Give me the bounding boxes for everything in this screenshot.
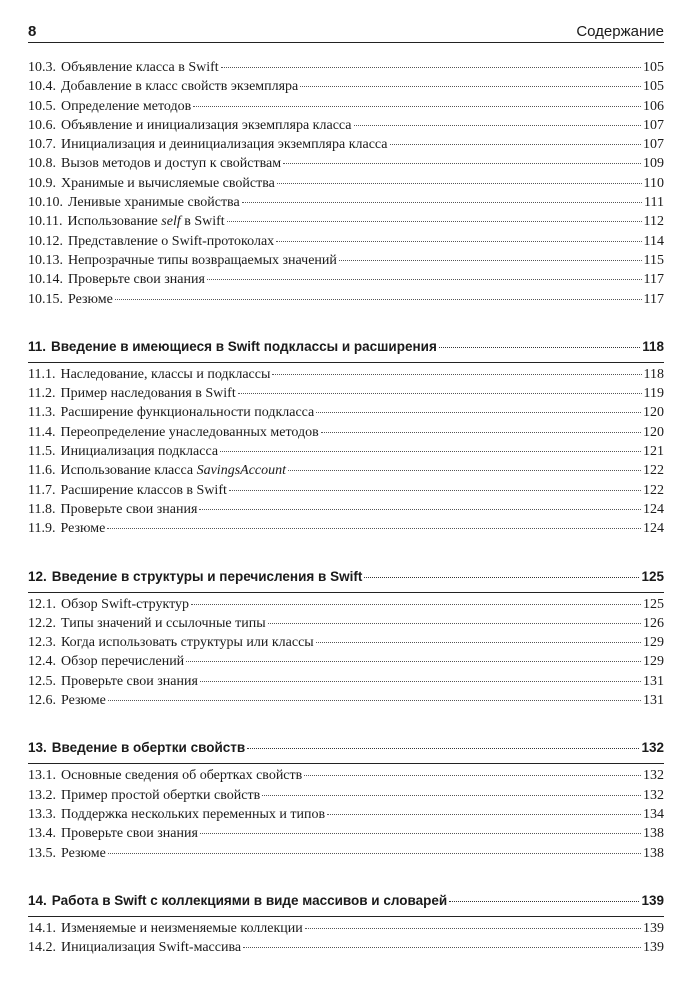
- dot-leader: [199, 509, 641, 510]
- section-number: 13.1.: [28, 768, 56, 784]
- dot-leader: [242, 202, 642, 203]
- dot-leader: [200, 833, 641, 834]
- section-title: Проверьте свои знания: [60, 501, 198, 517]
- chapter-spacer: [28, 863, 664, 891]
- running-header: [28, 18, 664, 40]
- section-number: 13.3.: [28, 806, 56, 822]
- dot-leader: [283, 163, 641, 164]
- dot-leader: [276, 241, 641, 242]
- dot-leader: [108, 853, 641, 854]
- page-ref: 112: [643, 214, 664, 230]
- running-title: Содержание: [576, 23, 664, 40]
- section-title: Типы значений и ссылочные типы: [61, 615, 266, 631]
- section-title: Проверьте свои знания: [61, 826, 198, 842]
- toc-entry: [28, 251, 664, 270]
- chapter-spacer: [28, 309, 664, 337]
- dot-leader: [200, 681, 641, 682]
- toc-entry: [28, 442, 664, 461]
- dot-leader: [390, 144, 641, 145]
- section-title: Изменяемые и неизменяемые коллекции: [61, 920, 303, 936]
- page-ref: 115: [643, 252, 664, 268]
- section-title: Поддержка нескольких переменных и типов: [61, 806, 326, 822]
- dot-leader: [305, 928, 641, 929]
- section-number: 11.6.: [28, 463, 56, 479]
- toc-entry: [28, 805, 664, 824]
- page-ref: 134: [643, 806, 664, 822]
- page-ref: 117: [643, 291, 664, 307]
- page-ref: 125: [643, 596, 664, 612]
- section-number: 10.15.: [28, 291, 63, 307]
- page-ref: 109: [643, 156, 664, 172]
- chapter-spacer: [28, 539, 664, 567]
- page-ref: 107: [643, 117, 664, 133]
- dot-leader: [354, 125, 642, 126]
- section-title: Расширение классов в Swift: [60, 482, 227, 498]
- page-ref: 106: [643, 98, 664, 114]
- section-number: 11.7.: [28, 482, 56, 498]
- page-ref: 114: [643, 233, 664, 249]
- section-number: 10.12.: [28, 233, 63, 249]
- section-number: 11.3.: [28, 405, 56, 421]
- header-rule: [28, 42, 664, 43]
- section-title-emphasis: SavingsAccount: [196, 463, 287, 479]
- page-ref: 120: [643, 405, 664, 421]
- toc-entry: [28, 672, 664, 691]
- section-title-emphasis: self: [161, 214, 181, 230]
- section-title: Представление о Swift-протоколах: [68, 233, 275, 249]
- dot-leader: [449, 901, 639, 902]
- chapter-rule: [28, 362, 664, 363]
- page-ref: 129: [643, 635, 664, 651]
- chapter-heading: [28, 567, 664, 587]
- section-title: Вызов методов и доступ к свойствам: [61, 156, 282, 172]
- toc-entry: [28, 766, 664, 785]
- toc-entry: [28, 691, 664, 710]
- section-title: Проверьте свои знания: [68, 272, 205, 288]
- dot-leader: [277, 183, 642, 184]
- page-ref: 107: [643, 137, 664, 153]
- toc-entry: [28, 154, 664, 173]
- toc-entry: [28, 384, 664, 403]
- section-number: 10.6.: [28, 117, 56, 133]
- toc-entry: [28, 270, 664, 289]
- section-title: [60, 461, 286, 480]
- chapter-heading: [28, 891, 664, 911]
- dot-leader: [327, 814, 641, 815]
- dot-leader: [186, 661, 641, 662]
- page-number: 8: [28, 23, 37, 40]
- dot-leader: [115, 299, 642, 300]
- section-number: 11.4.: [28, 424, 56, 440]
- section-title: Резюме: [61, 693, 106, 709]
- dot-leader: [288, 470, 641, 471]
- section-number: 12.2.: [28, 615, 56, 631]
- dot-leader: [220, 451, 641, 452]
- toc-entry: [28, 77, 664, 96]
- section-title: Хранимые и вычисляемые свойства: [61, 175, 275, 191]
- page-ref: 119: [643, 386, 664, 402]
- dot-leader: [268, 623, 641, 624]
- section-number: 13.2.: [28, 787, 56, 803]
- page-ref: 131: [643, 673, 664, 689]
- page-ref: 138: [643, 826, 664, 842]
- chapter-rule: [28, 763, 664, 764]
- chapter-spacer: [28, 710, 664, 738]
- page-ref: 132: [643, 787, 664, 803]
- toc-entry: [28, 174, 664, 193]
- toc-entry: [28, 403, 664, 422]
- page-ref: 122: [643, 463, 664, 479]
- page-ref: 122: [643, 482, 664, 498]
- toc-entry: [28, 595, 664, 614]
- section-number: 13.5.: [28, 845, 56, 861]
- section-title: Обзор перечислений: [61, 654, 185, 670]
- section-title-text: в Swift: [180, 214, 225, 230]
- section-number: 14.1.: [28, 920, 56, 936]
- chapter-title: Введение в структуры и перечисления в Swift: [51, 568, 363, 584]
- page-ref: 139: [643, 920, 664, 936]
- section-title: Объявление и инициализация экземпляра класса: [61, 117, 352, 133]
- toc-entry: [28, 365, 664, 384]
- dot-leader: [247, 748, 639, 749]
- section-title: Резюме: [60, 521, 106, 537]
- section-title: Наследование, классы и подклассы: [60, 366, 271, 382]
- section-number: 13.4.: [28, 826, 56, 842]
- page-ref: 110: [643, 175, 664, 191]
- section-number: 10.10.: [28, 195, 63, 211]
- section-number: 10.7.: [28, 137, 56, 153]
- dot-leader: [272, 374, 641, 375]
- section-number: 11.8.: [28, 501, 56, 517]
- chapter-page-ref: 125: [641, 568, 664, 584]
- chapter-rule: [28, 592, 664, 593]
- toc-entry: [28, 461, 664, 480]
- section-number: 12.4.: [28, 654, 56, 670]
- section-number: 14.2.: [28, 940, 56, 956]
- dot-leader: [108, 700, 641, 701]
- dot-leader: [207, 279, 642, 280]
- section-title: Расширение функциональности подкласса: [60, 405, 315, 421]
- page-ref: 120: [643, 424, 664, 440]
- section-number: 11.5.: [28, 444, 56, 460]
- section-title: Когда использовать структуры или классы: [61, 635, 314, 651]
- section-title: Пример простой обертки свойств: [61, 787, 261, 803]
- section-number: 12.1.: [28, 596, 56, 612]
- section-title: Определение методов: [61, 98, 192, 114]
- page-ref: 132: [643, 768, 664, 784]
- page-ref: 124: [643, 521, 664, 537]
- chapter-page-ref: 118: [642, 338, 664, 354]
- toc-entry: [28, 614, 664, 633]
- section-number: 10.8.: [28, 156, 56, 172]
- section-title: Добавление в класс свойств экземпляра: [61, 79, 299, 95]
- section-number: 10.4.: [28, 79, 56, 95]
- chapter-page-ref: 139: [641, 892, 664, 908]
- section-number: 10.11.: [28, 214, 63, 230]
- toc-entry: [28, 824, 664, 843]
- dot-leader: [316, 642, 641, 643]
- section-title: Ленивые хранимые свойства: [68, 195, 240, 211]
- page-ref: 124: [643, 501, 664, 517]
- toc-entry: [28, 58, 664, 77]
- toc-entry: [28, 232, 664, 251]
- section-title: Инициализация Swift-массива: [61, 940, 242, 956]
- chapter-rule: [28, 916, 664, 917]
- dot-leader: [300, 86, 641, 87]
- section-number: 12.6.: [28, 693, 56, 709]
- dot-leader: [191, 604, 641, 605]
- chapter-title: Введение в имеющиеся в Swift подклассы и расширения: [51, 338, 437, 354]
- toc-entry: [28, 844, 664, 863]
- dot-leader: [229, 490, 641, 491]
- section-number: 12.3.: [28, 635, 56, 651]
- toc-entry: [28, 633, 664, 652]
- section-title: Объявление класса в Swift: [61, 60, 219, 75]
- section-title: Переопределение унаследованных методов: [60, 424, 319, 440]
- section-title: Проверьте свои знания: [61, 673, 198, 689]
- dot-leader: [339, 260, 642, 261]
- chapter-title: Работа в Swift с коллекциями в виде массивов и словарей: [51, 892, 448, 908]
- toc-entry: [28, 290, 664, 309]
- page-ref: 138: [643, 845, 664, 861]
- toc-entry: [28, 481, 664, 500]
- section-number: 11.9.: [28, 521, 56, 537]
- section-title-text: Использование класса: [60, 463, 197, 479]
- toc-entry: [28, 212, 664, 231]
- section-title: Основные сведения об обертках свойств: [61, 768, 303, 784]
- dot-leader: [316, 412, 641, 413]
- section-title: Инициализация и деинициализация экземпляра класса: [61, 137, 388, 153]
- dot-leader: [107, 528, 641, 529]
- dot-leader: [243, 947, 641, 948]
- toc-entry: [28, 135, 664, 154]
- section-number: 10.14.: [28, 272, 63, 288]
- page-ref: 121: [643, 444, 664, 460]
- section-title: Резюме: [61, 845, 106, 861]
- dot-leader: [304, 775, 641, 776]
- page-ref: 105: [643, 60, 664, 75]
- page-ref: 139: [643, 940, 664, 956]
- section-number: 10.9.: [28, 175, 56, 191]
- dot-leader: [439, 347, 640, 348]
- section-number: 12.5.: [28, 673, 56, 689]
- page-ref: 118: [643, 366, 664, 382]
- section-title: Пример наследования в Swift: [60, 386, 236, 402]
- toc-entry: [28, 652, 664, 671]
- chapter-heading: [28, 337, 664, 357]
- dot-leader: [262, 795, 641, 796]
- chapter-number: 13.: [28, 740, 47, 756]
- section-number: 10.3.: [28, 60, 56, 75]
- section-title: Резюме: [68, 291, 113, 307]
- page-ref: 126: [643, 615, 664, 631]
- chapter-number: 12.: [28, 568, 47, 584]
- section-number: 10.5.: [28, 98, 56, 114]
- page-ref: 117: [643, 272, 664, 288]
- toc-entry: [28, 500, 664, 519]
- chapter-page-ref: 132: [641, 740, 664, 756]
- dot-leader: [238, 393, 642, 394]
- toc-entry: [28, 193, 664, 212]
- chapter-number: 14.: [28, 892, 47, 908]
- dot-leader: [193, 106, 641, 107]
- section-title: Инициализация подкласса: [60, 444, 219, 460]
- section-title: [67, 212, 224, 231]
- section-title: Обзор Swift-структур: [61, 596, 190, 612]
- section-number: 10.13.: [28, 252, 63, 268]
- toc-entry: [28, 423, 664, 442]
- page-ref: 129: [643, 654, 664, 670]
- dot-leader: [364, 577, 639, 578]
- section-number: 11.2.: [28, 386, 56, 402]
- dot-leader: [321, 432, 641, 433]
- section-title-text: Использование: [67, 214, 162, 230]
- chapter-heading: [28, 738, 664, 758]
- table-of-contents: [28, 58, 664, 957]
- toc-entry: [28, 116, 664, 135]
- dot-leader: [227, 221, 642, 222]
- section-title: Непрозрачные типы возвращаемых значений: [68, 252, 337, 268]
- dot-leader: [221, 67, 641, 68]
- page-ref: 105: [643, 79, 664, 95]
- page-ref: 111: [644, 195, 664, 211]
- toc-entry: [28, 938, 664, 957]
- toc-entry: [28, 786, 664, 805]
- chapter-title: Введение в обертки свойств: [51, 740, 246, 756]
- page-ref: 131: [643, 693, 664, 709]
- toc-entry: [28, 97, 664, 116]
- section-number: 11.1.: [28, 366, 56, 382]
- toc-entry: [28, 919, 664, 938]
- chapter-number: 11.: [28, 338, 47, 354]
- toc-entry: [28, 519, 664, 538]
